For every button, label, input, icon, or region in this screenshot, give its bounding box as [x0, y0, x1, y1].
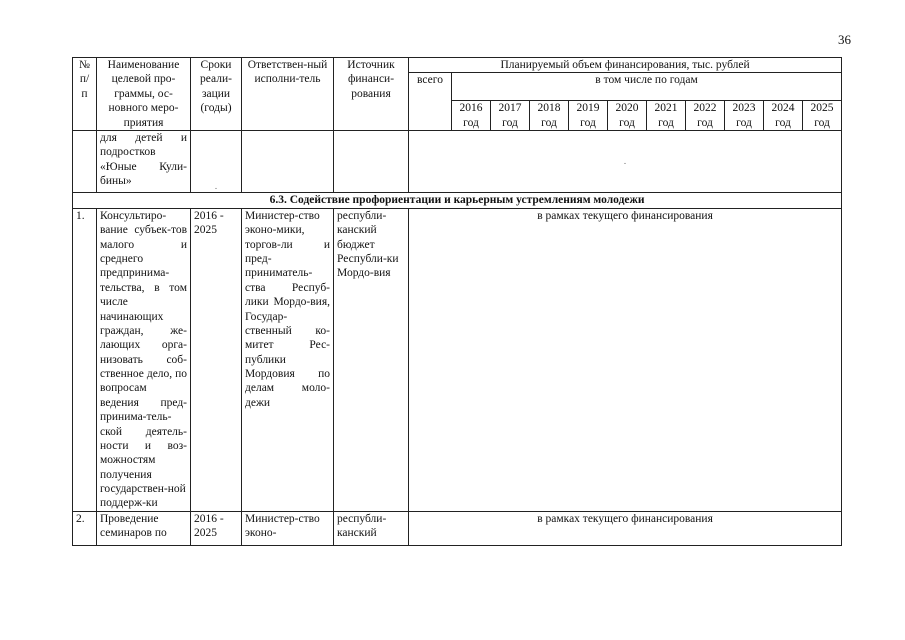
cell-source [334, 130, 409, 192]
row-num: 1. [73, 208, 97, 511]
section-row [73, 192, 842, 208]
header-source: Источник финанси-рования [334, 58, 409, 131]
header-year: 2019 год [569, 101, 608, 131]
table-row [73, 208, 842, 511]
row-executor: Министер-ство эконо-мики, торгов-ли и пред-приниматель-ства Респуб-лики Мордо-вия, Государ-ственный ко-митет Рес-публики Мордовия по делам моло-дежи [242, 208, 334, 511]
row-terms: 2016 - 2025 [191, 208, 242, 511]
header-executor: Ответствен-ный исполни-тель [242, 58, 334, 131]
cell-executor [242, 130, 334, 192]
program-table [72, 57, 842, 546]
table-row [73, 511, 842, 545]
header-by-years: в том числе по годам [452, 73, 842, 101]
section-title: 6.3. Содействие профориентации и карьерным устремлениям молодежи [73, 192, 842, 208]
row-source: республи-канский бюджет Республи-ки Мордо-вия [334, 208, 409, 511]
header-terms: Сроки реали-зации (годы) [191, 58, 242, 131]
cell-name: для детей и подростков «Юные Кули-бины» [97, 130, 191, 192]
header-year: 2025 год [803, 101, 842, 131]
header-year: 2020 год [608, 101, 647, 131]
cell-terms: . [191, 130, 242, 192]
row-funding: в рамках текущего финансирования [409, 208, 842, 511]
row-executor: Министер-ство эконо- [242, 511, 334, 545]
header-funding-title: Планируемый объем финансирования, тыс. рублей [409, 58, 842, 73]
header-num: № п/ п [73, 58, 97, 131]
header-total: всего [409, 73, 452, 131]
header-year: 2018 год [530, 101, 569, 131]
cell-num [73, 130, 97, 192]
header-year: 2022 год [686, 101, 725, 131]
continuation-row [73, 130, 842, 192]
row-num: 2. [73, 511, 97, 545]
page-number: 36 [838, 32, 851, 47]
cell-funding: . [409, 130, 842, 192]
header-year: 2024 год [764, 101, 803, 131]
row-funding: в рамках текущего финансирования [409, 511, 842, 545]
row-name: Проведение семинаров по [97, 511, 191, 545]
header-name: Наименование целевой про-граммы, ос-новного меро-приятия [97, 58, 191, 131]
row-name: Консультиро-вание субъек-тов малого и среднего предпринима-тельства, в том числе начинающих граждан, же-лающих орга-низовать соб-ственное дело, по вопросам ведения пред-принима-тель-ской деятель-ности и воз-можностям получения государствен-ной поддерж-ки [97, 208, 191, 511]
header-year: 2023 год [725, 101, 764, 131]
header-row [73, 58, 842, 73]
header-year: 2017 год [491, 101, 530, 131]
header-year: 2016 год [452, 101, 491, 131]
header-year: 2021 год [647, 101, 686, 131]
row-terms: 2016 - 2025 [191, 511, 242, 545]
row-source: республи-канский [334, 511, 409, 545]
